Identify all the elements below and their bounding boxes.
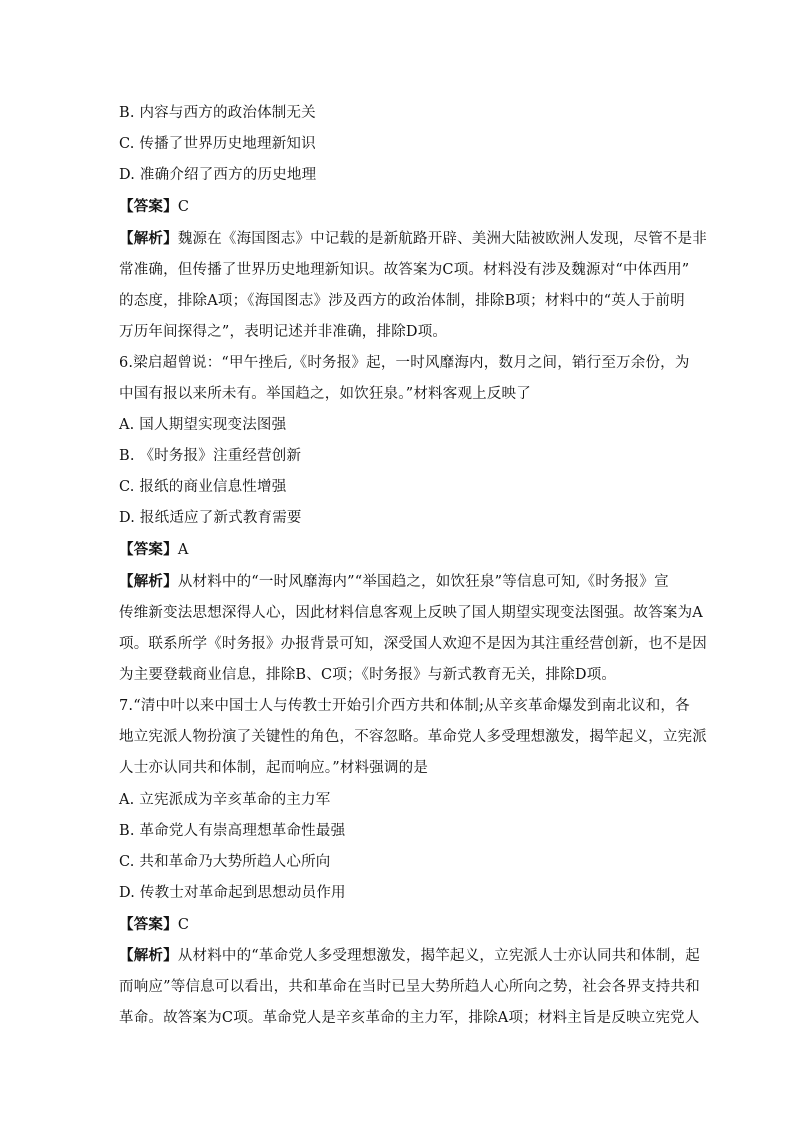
analysis-text: 传维新变法思想深得人心，因此材料信息客观上反映了国人期望实现变法图强。故答案为A bbox=[119, 605, 703, 621]
analysis-line bbox=[119, 946, 700, 966]
answer-line bbox=[119, 915, 682, 935]
analysis-label: 【解析】 bbox=[119, 573, 178, 590]
option-b: B. 《时务报》注重经营创新 bbox=[119, 448, 302, 464]
analysis-text: 为主要登载商业信息，排除B、C项；《时务报》与新式教育无关，排除D项。 bbox=[119, 667, 617, 683]
answer-value: C bbox=[177, 917, 190, 933]
analysis-label: 【解析】 bbox=[119, 947, 178, 964]
answer-value: C bbox=[177, 199, 190, 215]
analysis-line bbox=[119, 572, 682, 592]
option-d: D. 传教士对革命起到思想动员作用 bbox=[119, 885, 346, 901]
answer-line bbox=[119, 540, 682, 560]
answer-line bbox=[119, 197, 682, 217]
analysis-text: 常准确，但传播了世界历史地理新知识。故答案为C项。材料没有涉及魏源对“中体西用” bbox=[119, 262, 690, 278]
option-a: A. 立宪派成为辛亥革命的主力军 bbox=[119, 792, 331, 808]
analysis-text: 项。联系所学《时务报》办报背景可知，深受国人欢迎不是因为其注重经营创新，也不是因 bbox=[119, 636, 707, 652]
question-stem: 7.“清中叶以来中国士人与传教士开始引介西方共和体制;从辛亥革命爆发到南北议和，各 bbox=[119, 698, 690, 714]
analysis-text: 从材料中的“革命党人多受理想激发，揭竿起义，立宪派人士亦认同共和体制，起 bbox=[177, 948, 700, 964]
analysis-text: 而响应”等信息可以看出，共和革命在当时已呈大势所趋人心所向之势，社会各界支持共和 bbox=[119, 979, 700, 995]
option-c: C. 传播了世界历史地理新知识 bbox=[119, 136, 316, 152]
answer-label: 【答案】 bbox=[119, 916, 178, 933]
analysis-text: 万历年间探得之”，表明记述并非准确，排除D项。 bbox=[119, 324, 448, 340]
answer-label: 【答案】 bbox=[119, 541, 178, 558]
question-stem: 中国有报以来所未有。举国趋之，如饮狂泉。”材料客观上反映了 bbox=[119, 386, 531, 402]
option-d: D. 准确介绍了西方的历史地理 bbox=[119, 167, 317, 183]
analysis-label: 【解析】 bbox=[119, 230, 178, 247]
answer-label: 【答案】 bbox=[119, 198, 178, 215]
option-c: C. 共和革命乃大势所趋人心所向 bbox=[119, 854, 331, 870]
question-stem: 人士亦认同共和体制，起而响应。”材料强调的是 bbox=[119, 760, 429, 776]
option-b: B. 内容与西方的政治体制无关 bbox=[119, 105, 316, 121]
answer-value: A bbox=[177, 542, 189, 558]
option-a: A. 国人期望实现变法图强 bbox=[119, 417, 287, 433]
option-c: C. 报纸的商业信息性增强 bbox=[119, 479, 287, 495]
question-stem: 地立宪派人物扮演了关键性的角色，不容忽略。革命党人多受理想激发，揭竿起义，立宪派 bbox=[119, 729, 707, 745]
question-stem: 6.梁启超曾说：“甲午挫后,《时务报》起，一时风靡海内，数月之间，销行至万余份，为 bbox=[119, 355, 690, 371]
analysis-text: 魏源在《海国图志》中记载的是新航路开辟、美洲大陆被欧洲人发现，尽管不是非 bbox=[177, 231, 708, 247]
analysis-text: 革命。故答案为C项。革命党人是辛亥革命的主力军，排除A项；材料主旨是反映立宪党人 bbox=[119, 1010, 700, 1026]
analysis-text: 的态度，排除A项；《海国图志》涉及西方的政治体制，排除B项；材料中的“英人于前明 bbox=[119, 293, 685, 309]
option-d: D. 报纸适应了新式教育需要 bbox=[119, 510, 302, 526]
analysis-line bbox=[119, 229, 708, 249]
analysis-text: 从材料中的“一时风靡海内”“举国趋之，如饮狂泉”等信息可知,《时务报》宣 bbox=[177, 574, 669, 590]
option-b: B. 革命党人有崇高理想革命性最强 bbox=[119, 823, 346, 839]
